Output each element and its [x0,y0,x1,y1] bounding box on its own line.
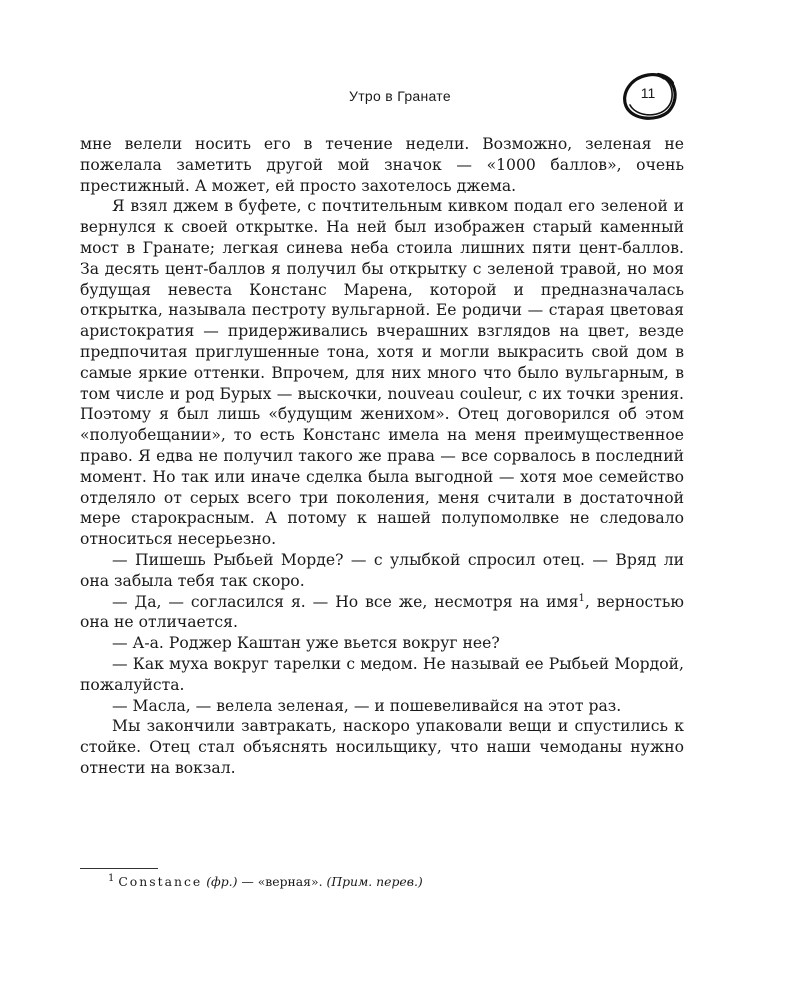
paragraph: — Пишешь Рыбьей Морде? — с улыбкой спросил отец. — Вряд ли она забыла тебя так скоро. [80,550,684,590]
paragraph: мне велели носить его в течение недели. Возможно, зеленая не пожелала заметить другой мой значок — «1000 баллов», очень престижный. А может, ей просто захотелось джема. [80,135,684,195]
footnote-ref: 1 [578,592,585,604]
footnote-note: (Прим. перев.) [326,874,423,889]
paragraph-text: — Да, — согласился я. — Но все же, несмотря на имя [112,592,579,611]
paragraph: — Как муха вокруг тарелки с медом. Не называй ее Рыбьей Мордой, пожалуйста. [80,654,684,694]
footnote-lang: (фр.) [206,874,238,889]
paragraph [80,592,684,634]
footnote-divider [80,868,158,869]
footnote [108,874,684,890]
footnote-meaning: «верная». [257,874,323,889]
paragraph: — А-а. Роджер Каштан уже вьется вокруг нее? [112,634,500,653]
paragraph: — Масла, — велела зеленая, — и пошевеливайся на этот раз. [112,696,622,715]
footnote-term: Constance [118,874,203,889]
body-text [80,134,684,779]
paragraph: Я взял джем в буфете, с почтительным кивком подал его зеленой и вернулся к своей открытке. На ней был изображен старый каменный мост в Гранате; легкая синева неба стоила лишних пяти цент-баллов. За десять цент-баллов я получил бы открытку с зеленой травой, но моя будущая невеста Констанс Марена, которой и предназначалась открытка, называла пестроту вульгарной. Ее родичи — старая цветовая аристократия — придерживались вчерашних взглядов на цвет, везде предпочитая приглушенные тона, хотя и могли выкрасить свой дом в самые яркие оттенки. Впрочем, для них много что было вульгарным, в том числе и род Бурых — выскочки, nouveau couleur, с их точки зрения. Поэтому я был лишь «будущим женихом». Отец договорился об этом «полуобещании», то есть Констанс имела на меня преимущественное право. Я едва не получил такого же права — все сорвалось в последний момент. Но так или иначе сделка была выгодной — хотя мое семейство отделяло от серых всего три поколения, меня считали в достаточной мере старокрасным. А потому к нашей полупомолвке не следовало относиться несерьезно. [80,197,684,549]
page-number: 11 [640,85,656,101]
page-number-badge [618,70,680,122]
paragraph: Мы закончили завтракать, наскоро упаковали вещи и спустились к стойке. Отец стал объяснять носильщику, что наши чемоданы нужно отнести на вокзал. [80,717,684,777]
paragraph-text-tail: , верностью она не отличается. [80,592,684,632]
footnote-marker: 1 [108,872,115,884]
footnote-dash: — [237,874,258,889]
running-title: Утро в Гранате [349,88,451,104]
